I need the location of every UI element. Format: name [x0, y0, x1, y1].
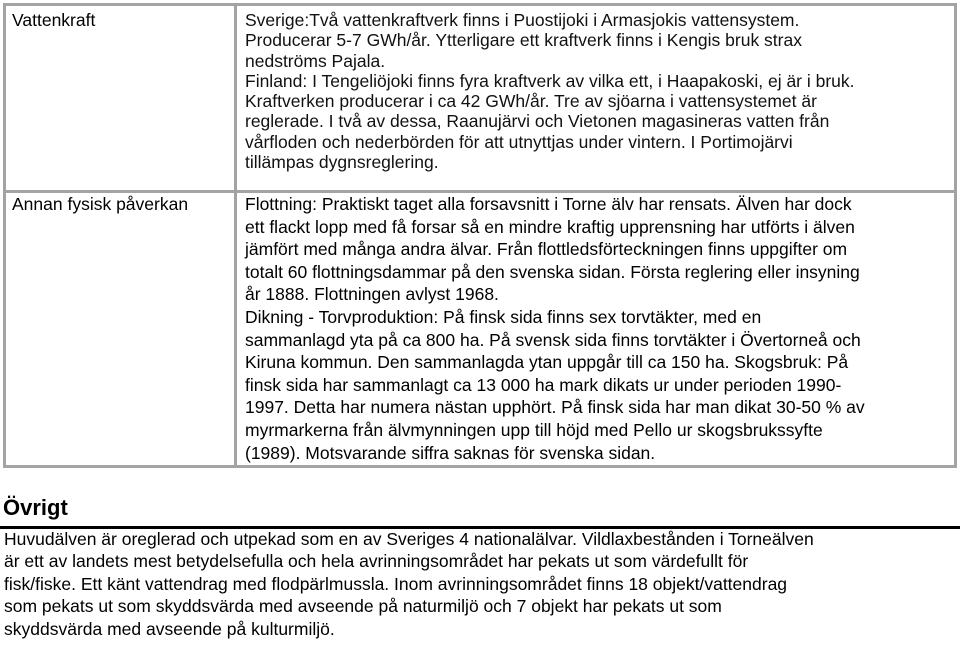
section-body — [4, 528, 814, 640]
text-line: Flottning: Praktiskt taget alla forsavsnitt i Torne älv har rensats. Älven har dock — [245, 194, 852, 214]
text-line: sammanlagd yta på ca 800 ha. På svensk sida finns torvtäkter i Övertorneå och — [245, 329, 861, 350]
text-line: tillämpas dygnsreglering. — [245, 152, 439, 173]
text-line: vårfloden och nederbörden för att utnyttjas under vintern. I Portimojärvi — [245, 131, 793, 152]
text-line: skyddsvärda med avseende på kulturmiljö. — [4, 618, 335, 639]
section-heading: Övrigt — [3, 495, 68, 520]
text-line: Producerar 5-7 GWh/år. Ytterligare ett kraftverk finns i Kengis bruk strax — [245, 30, 802, 51]
text-line: Kraftverken producerar i ca 42 GWh/år. Tre av sjöarna i vattensystemet är — [245, 91, 817, 112]
text-line: (1989). Motsvarande siffra saknas för svenska sidan. — [245, 442, 656, 463]
info-table — [3, 3, 957, 468]
text-line: Kiruna kommun. Den sammanlagda ytan uppgår till ca 150 ha. Skogsbruk: På — [245, 352, 849, 373]
text-line: Finland: I Tengeliöjoki finns fyra kraftverk av vilka ett, i Haapakoski, ej är i bruk. — [245, 70, 855, 91]
text-line: nedströms Pajala. — [245, 50, 386, 71]
text-line: reglerade. I två av dessa, Raanujärvi och Vietonen magasineras vatten från — [245, 111, 830, 132]
text-line: Sverige:Två vattenkraftverk finns i Puostijoki i Armasjokis vattensystem. — [245, 10, 800, 30]
text-line: år 1888. Flottningen avlyst 1968. — [245, 284, 499, 305]
row-label-vattenkraft: Vattenkraft — [12, 10, 96, 30]
row-label-annan-fysisk-paverkan: Annan fysisk påverkan — [12, 194, 189, 214]
text-line: fisk/fiske. Ett känt vattendrag med flodpärlmussla. Inom avrinningsområdet finns 18 objekt/vattendrag — [4, 573, 788, 594]
column-divider — [234, 6, 237, 465]
text-line: jämfört med många andra älvar. Från flottledsförteckningen finns uppgifter om — [245, 239, 848, 260]
text-line: Huvudälven är oreglerad och utpekad som en av Sveriges 4 nationalälvar. Vildlaxbestånden i Torneälven — [4, 529, 814, 549]
text-line: är ett av landets mest betydelsefulla och hela avrinningsområdet har pekats ut som värdefullt för — [4, 551, 749, 572]
text-line: Dikning - Torvproduktion: På finsk sida finns sex torvtäkter, med en — [245, 306, 762, 327]
row-text-annan-fysisk-paverkan — [245, 193, 945, 464]
text-line: myrmarkerna från älvmynningen upp till höjd med Pello ur skogsbrukssyfte — [245, 419, 823, 440]
text-line: 1997. Detta har numera nästan upphört. På finsk sida har man dikat 30-50 % av — [245, 397, 865, 418]
text-line: ett flackt lopp med få forsar så en mindre kraftig upprensning har utförts i älven — [245, 216, 855, 237]
row-text-vattenkraft — [245, 10, 945, 172]
text-line: finsk sida har sammanlagt ca 13 000 ha mark dikats ur under perioden 1990- — [245, 374, 842, 395]
text-line: som pekats ut som skyddsvärda med avseende på naturmiljö och 7 objekt har pekats ut som — [4, 596, 722, 617]
text-line: totalt 60 flottningsdammar på den svenska sidan. Första reglering eller insyning — [245, 261, 860, 282]
